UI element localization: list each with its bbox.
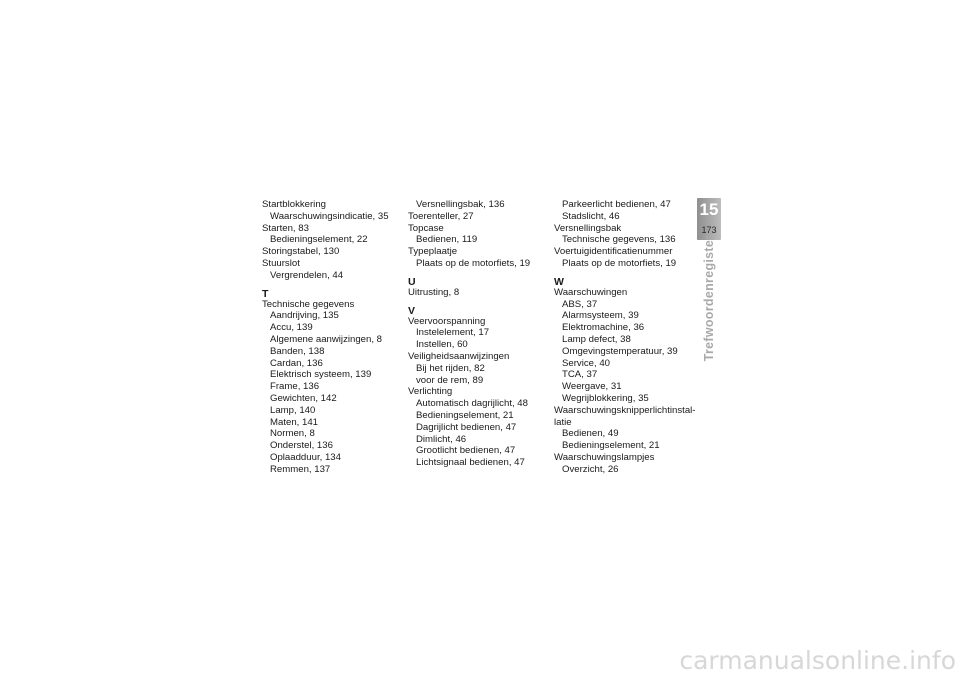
index-entry: Voertuigidentificatienummer: [554, 246, 673, 258]
index-subentry: Parkeerlicht bedienen, 47: [562, 199, 671, 210]
index-subentry: TCA, 37: [562, 369, 598, 381]
index-subentry: Onderstel, 136: [270, 440, 333, 452]
index-entry: Waarschuwingen: [554, 286, 628, 298]
index-letter-heading: U: [408, 275, 416, 288]
index-subentry: Bij het rijden, 82: [416, 362, 485, 374]
index-entry: Toerenteller, 27: [408, 210, 474, 222]
index-subentry: Automatisch dagrijlicht, 48: [416, 398, 528, 410]
index-subentry: Banden, 138: [270, 345, 325, 357]
index-subentry: Versnellingsbak, 136: [416, 199, 505, 210]
index-letter-heading: V: [408, 304, 416, 317]
index-subentry: Normen, 8: [270, 428, 315, 440]
index-subentry: Bedienen, 49: [562, 428, 619, 440]
index-entry: Veiligheidsaanwijzingen: [408, 350, 510, 362]
index-entry: Stuurslot: [262, 257, 300, 269]
index-subentry: Lichtsignaal bedienen, 47: [416, 457, 525, 469]
section-side-title: Trefwoordenregister: [702, 234, 716, 362]
index-subentry: Bedienen, 119: [416, 234, 478, 246]
index-entry: Uitrusting, 8: [408, 286, 460, 298]
index-subentry: Stadslicht, 46: [562, 210, 620, 222]
index-entry: Starten, 83: [262, 222, 309, 234]
index-subentry: Instellen, 60: [416, 339, 468, 351]
index-entry: Verlichting: [408, 386, 453, 398]
index-subentry: Bedieningselement, 21: [416, 409, 514, 421]
index-subentry: Alarmsysteem, 39: [562, 310, 639, 322]
index-entry: Waarschuwingsknipperlichtinstal-: [554, 404, 696, 416]
index-subentry: Oplaadduur, 134: [270, 451, 341, 463]
index-subentry: Wegrijblokkering, 35: [562, 392, 649, 404]
index-subentry: Omgevingstemperatuur, 39: [562, 345, 678, 357]
index-subentry: Grootlicht bedienen, 47: [416, 445, 516, 457]
index-entry: Storingstabel, 130: [262, 246, 340, 258]
index-subentry: Lamp defect, 38: [562, 333, 631, 345]
index-subentry: Maten, 141: [270, 416, 319, 428]
index-subentry: Bedieningselement, 21: [562, 440, 660, 452]
index-entry: Waarschuwingslampjes: [554, 451, 655, 463]
index-subentry: Weergave, 31: [562, 381, 622, 393]
index-entry: Startblokkering: [262, 199, 326, 210]
index-entry: Veervoorspanning: [408, 315, 486, 327]
page-number: 173: [701, 225, 717, 235]
index-letter-heading: W: [554, 275, 564, 288]
index-subentry: Elektrisch systeem, 139: [270, 369, 372, 381]
index-subentry: Vergrendelen, 44: [270, 269, 344, 281]
index-letter-heading: T: [262, 287, 269, 300]
index-subentry: Technische gegevens, 136: [562, 234, 676, 246]
index-entry: Typeplaatje: [408, 246, 458, 258]
index-subentry: ABS, 37: [562, 298, 598, 310]
index-subentry: Dimlicht, 46: [416, 433, 467, 445]
index-subentry: Cardan, 136: [270, 357, 323, 369]
index-entry: Topcase: [408, 222, 444, 234]
index-subentry: Lamp, 140: [270, 404, 316, 416]
index-entry: Technische gegevens: [262, 298, 355, 310]
index-subentry: Aandrijving, 135: [270, 310, 339, 322]
index-subentry: Plaats op de motorfiets, 19: [416, 257, 531, 269]
index-subentry: Waarschuwingsindicatie, 35: [270, 210, 389, 222]
index-subentry: Gewichten, 142: [270, 392, 337, 404]
chapter-number: 15: [699, 200, 719, 219]
watermark: carmanualsonline.info: [679, 646, 956, 675]
index-column-2: [408, 199, 548, 469]
index-entry: Versnellingsbak: [554, 222, 622, 234]
index-subentry: Accu, 139: [270, 322, 313, 334]
index-column-3: [554, 199, 694, 476]
index-column-1: [262, 199, 402, 476]
index-subentry: Dagrijlicht bedienen, 47: [416, 421, 517, 433]
index-subentry: Overzicht, 26: [562, 463, 619, 475]
index-subentry: Service, 40: [562, 357, 610, 369]
index-subentry: Bedieningselement, 22: [270, 234, 368, 246]
index-subentry: Algemene aanwijzingen, 8: [270, 333, 383, 345]
index-subentry: Plaats op de motorfiets, 19: [562, 257, 677, 269]
index-subentry: Remmen, 137: [270, 463, 331, 475]
index-subentry: Instelelement, 17: [416, 327, 490, 339]
index-entry: latie: [554, 416, 572, 428]
index-subentry: Elektromachine, 36: [562, 322, 645, 334]
index-subentry: voor de rem, 89: [416, 374, 484, 386]
index-subentry: Frame, 136: [270, 381, 320, 393]
